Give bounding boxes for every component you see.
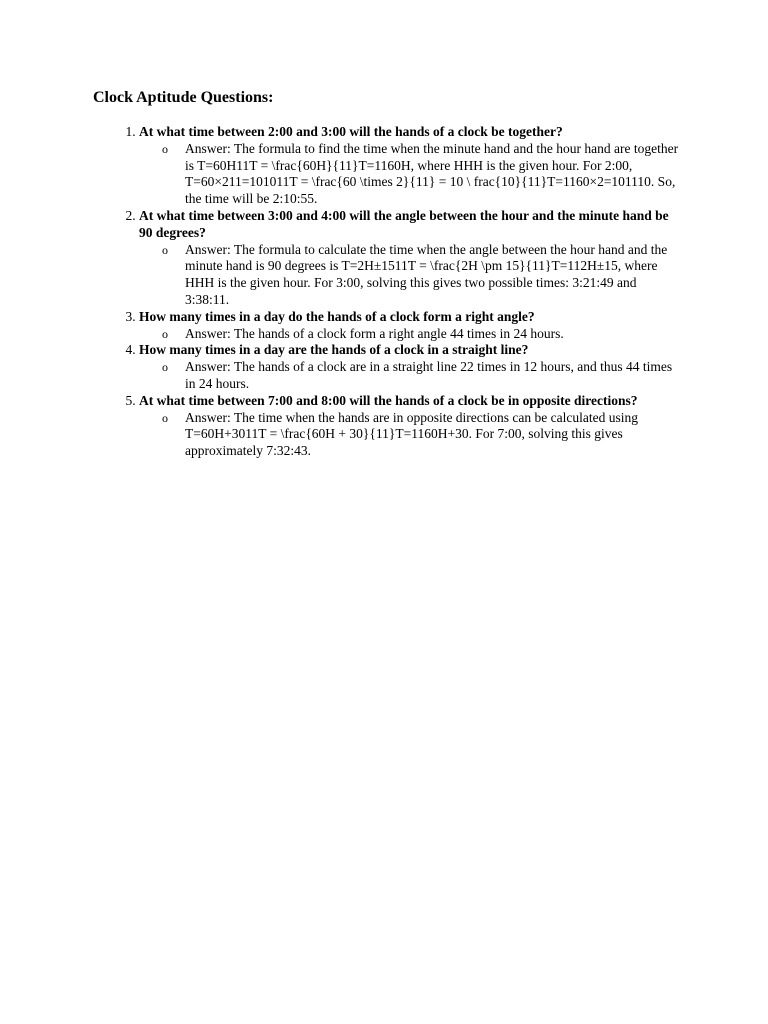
question-text: 5. At what time between 7:00 and 8:00 will the hands of a clock be in opposite directions? bbox=[139, 392, 638, 408]
answer-item bbox=[162, 409, 683, 460]
answer-item bbox=[162, 325, 683, 343]
answer-list bbox=[139, 141, 683, 208]
hollow-bullet-icon: o bbox=[162, 410, 168, 425]
answer-text: Answer: The formula to find the time when the minute hand and the hour hand are together is T=60H11T = \frac{60H}{11}T=1160H, where HHH is the given hour. For 2:00, T=60×211=101011T = \frac{60 \times 2}{11} = 10 \ frac{10}{11}T=1160×2=101110. So, the time will be 2:10:55. bbox=[185, 140, 679, 207]
answer-list bbox=[139, 326, 683, 343]
document-title: Clock Aptitude Questions: bbox=[93, 89, 274, 106]
question-text: 3. How many times in a day do the hands of a clock form a right angle? bbox=[139, 308, 535, 324]
answer-item bbox=[162, 241, 683, 309]
answer-item bbox=[162, 359, 683, 393]
question-item bbox=[139, 124, 683, 208]
hollow-bullet-icon: o bbox=[162, 326, 168, 341]
answer-item bbox=[162, 140, 683, 208]
hollow-bullet-icon: o bbox=[162, 141, 168, 156]
hollow-bullet-icon: o bbox=[162, 242, 168, 257]
answer-text: Answer: The time when the hands are in opposite directions can be calculated using T=60H+3011T = \frac{60H + 30}{11}T=1160H+30. For 7:00, solving this gives approximately 7:32:43. bbox=[185, 409, 638, 459]
question-list bbox=[93, 124, 683, 460]
question-item bbox=[139, 342, 683, 392]
answer-text: Answer: The formula to calculate the time when the angle between the hour hand and the minute hand is 90 degrees is T=2H±1511T = \frac{2H \pm 15}{11}T=112H±15, where HHH is the given hour. For 3:00, solving this gives two possible times: 3:21:49 and 3:38:11. bbox=[185, 241, 668, 307]
question-item bbox=[139, 208, 683, 309]
hollow-bullet-icon: o bbox=[162, 360, 168, 375]
answer-text: Answer: The hands of a clock form a right angle 44 times in 24 hours. bbox=[185, 325, 564, 341]
question-item bbox=[139, 393, 683, 460]
answer-list bbox=[139, 410, 683, 460]
question-text: 2. At what time between 3:00 and 4:00 will the angle between the hour and the minute hand be 90 degrees? bbox=[139, 207, 669, 240]
answer-list bbox=[139, 242, 683, 309]
question-text: 1. At what time between 2:00 and 3:00 will the hands of a clock be together? bbox=[139, 124, 563, 139]
answer-list bbox=[139, 359, 683, 393]
answer-text: Answer: The hands of a clock are in a straight line 22 times in 12 hours, and thus 44 times in 24 hours. bbox=[185, 359, 673, 391]
question-text: 4. How many times in a day are the hands of a clock in a straight line? bbox=[139, 342, 529, 358]
question-item bbox=[139, 309, 683, 343]
document-page bbox=[93, 88, 683, 460]
